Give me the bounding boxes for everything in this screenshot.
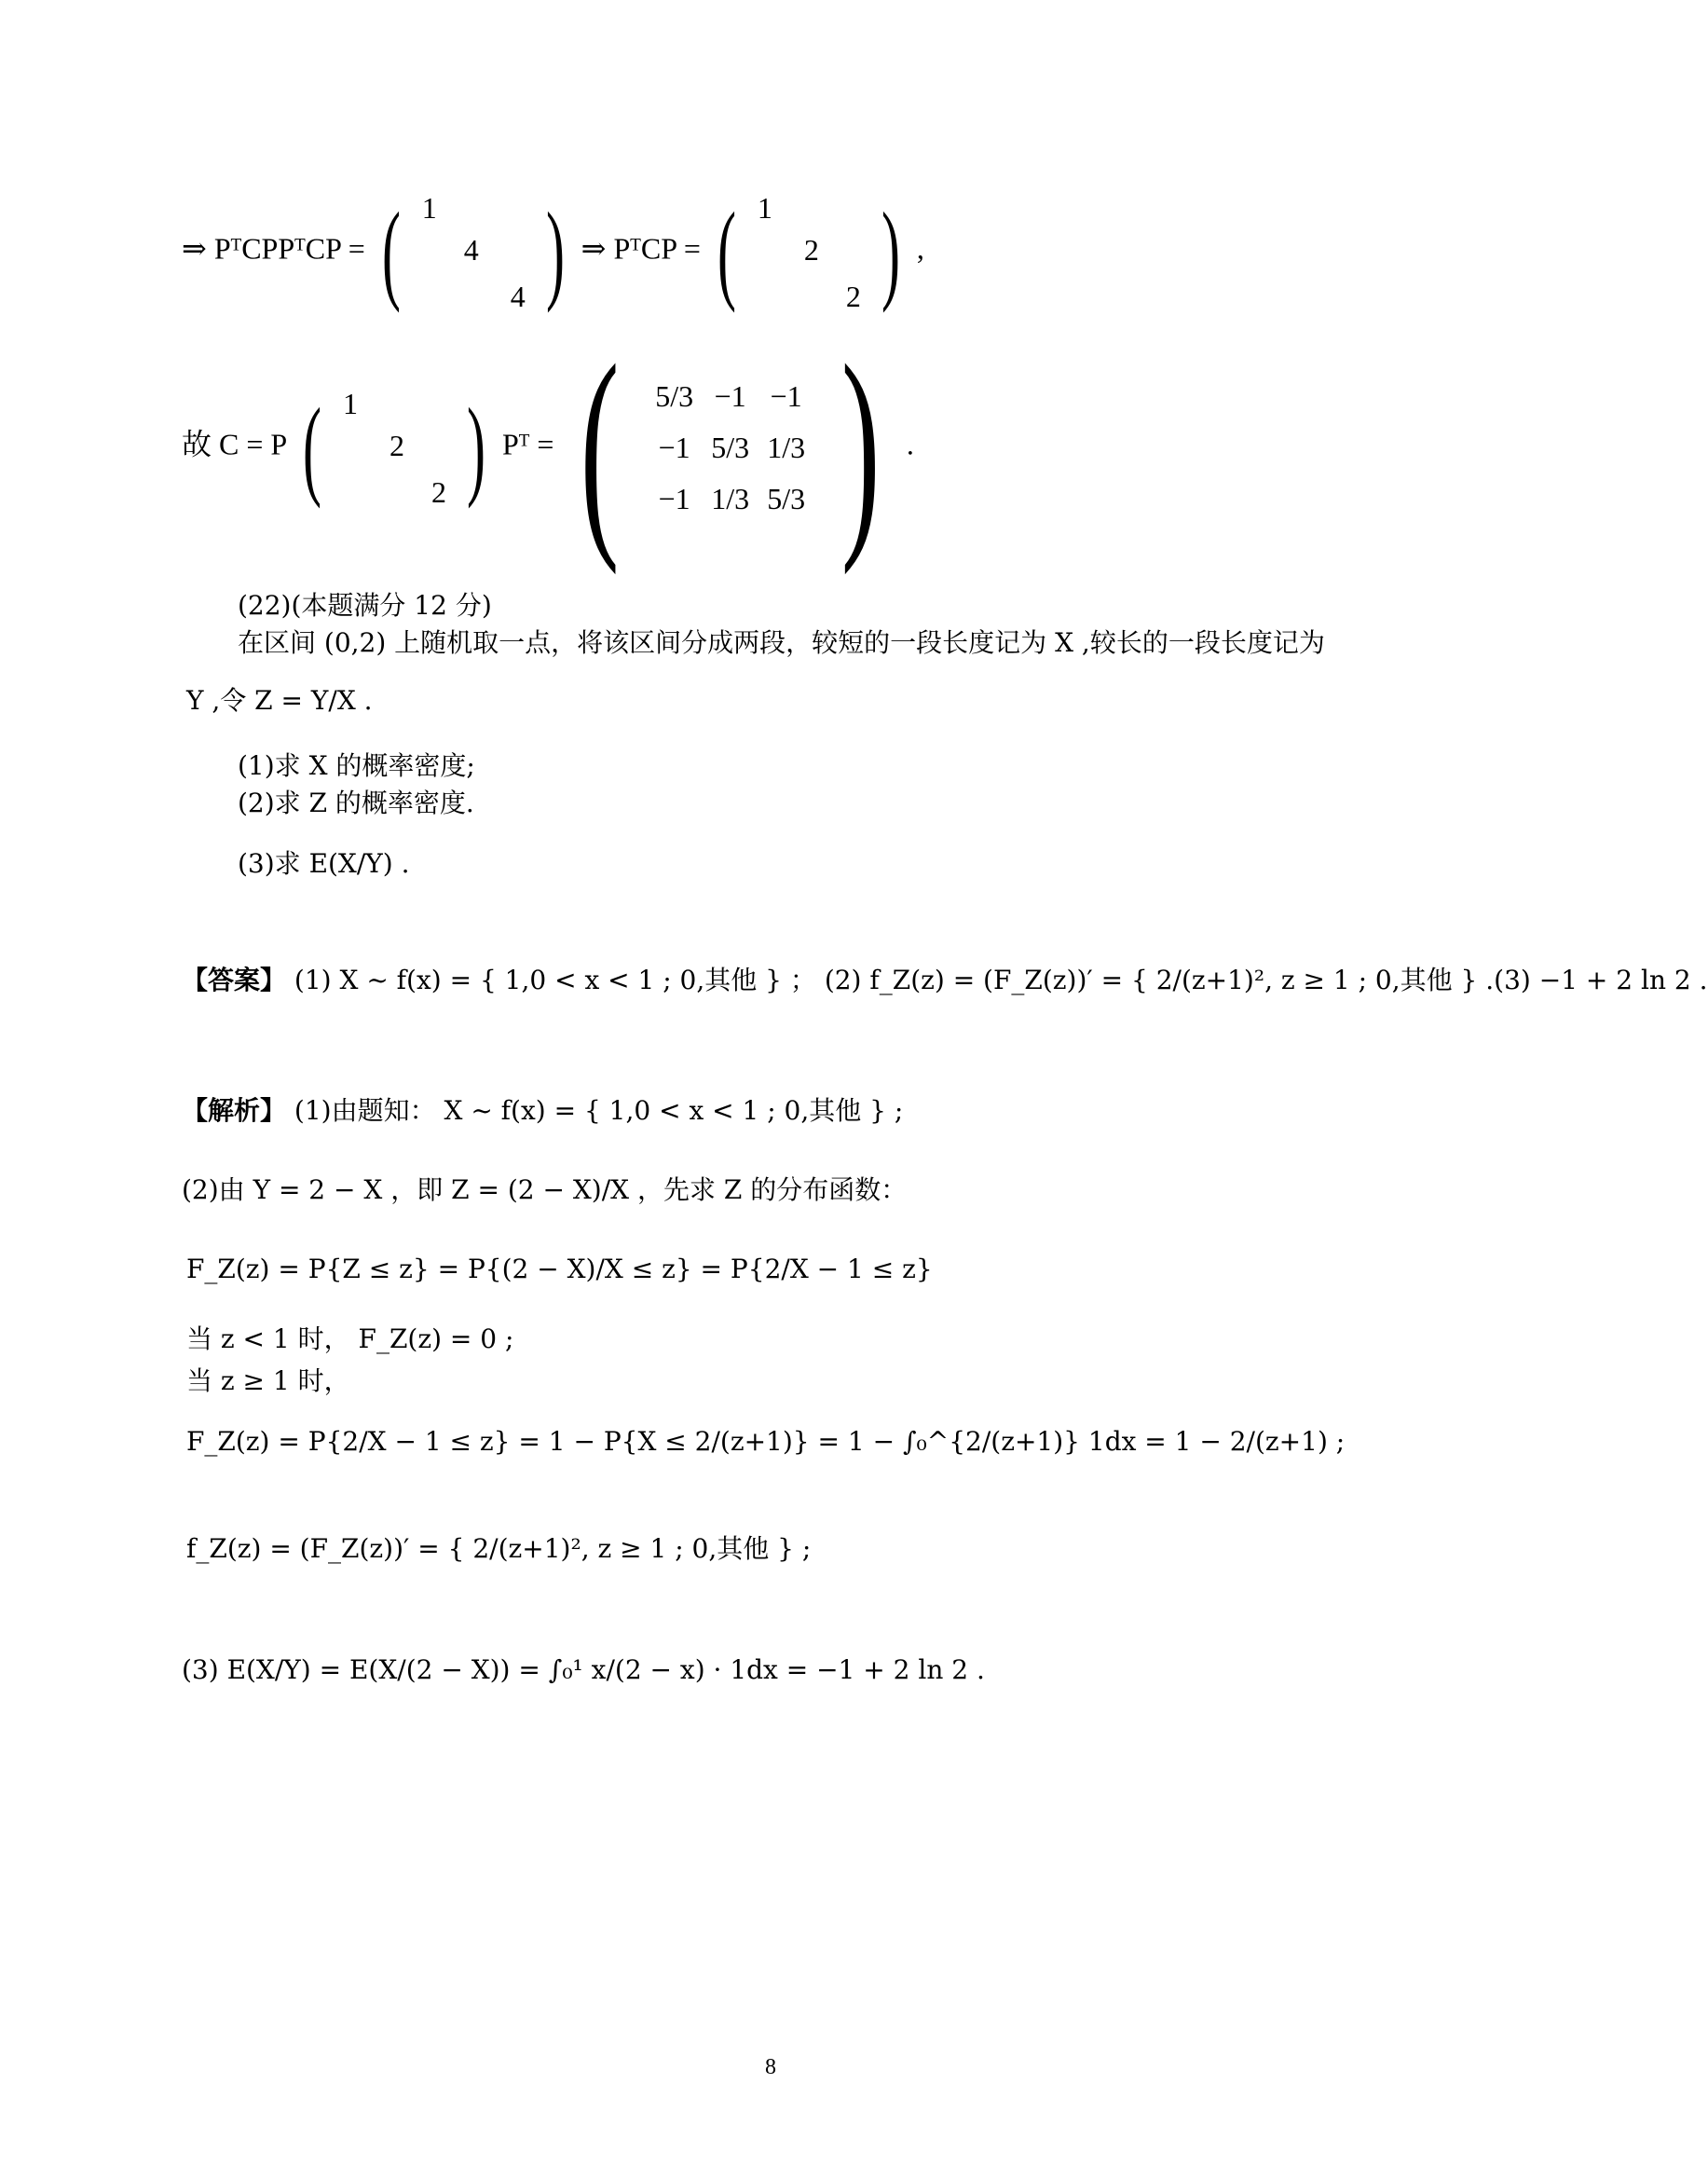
matrix-3-entry: 2 — [430, 475, 446, 509]
matrix-1-entry: 4 — [463, 233, 479, 267]
matrix-3 — [338, 387, 450, 508]
question-3: (3)求 E(X/Y) . — [238, 848, 410, 879]
right-paren: ) — [545, 189, 565, 313]
matrix-eq1-mid: ⇒ PᵀCP = — [581, 231, 701, 266]
analysis-step-4: 当 z < 1 时， F_Z(z) = 0 ; — [186, 1323, 514, 1354]
matrix-eq2-prefix: 故 C = P — [182, 427, 287, 461]
right-paren: ) — [881, 189, 900, 313]
left-paren: ( — [381, 189, 401, 313]
left-paren: ( — [303, 385, 321, 509]
matrix-4-entry: 1/3 — [767, 430, 806, 464]
analysis-step-5: 当 z ≥ 1 时， — [186, 1365, 350, 1396]
analysis-step-2: (2)由 Y = 2 − X ，即 Z = (2 − X)/X ，先求 Z 的分布函数： — [182, 1174, 908, 1205]
question-1: (1)求 X 的概率密度; — [238, 750, 475, 781]
analysis-step-8: (3) E(X/Y) = E(X/(2 − X)) = ∫₀¹ x/(2 − x) · 1dx = −1 + 2 ln 2 . — [182, 1654, 985, 1685]
left-paren: ( — [581, 318, 620, 576]
matrix-eq2-mid: Pᵀ = — [501, 427, 554, 461]
analysis-step-1: (1)由题知： X ~ f(x) = { 1,0 < x < 1 ; 0,其他 } ; — [294, 1095, 904, 1126]
analysis-step-6: F_Z(z) = P{2/X − 1 ≤ z} = 1 − P{X ≤ 2/(z+1)} = 1 − ∫₀^{2/(z+1)} 1dx = 1 − 2/(z+1) ; — [186, 1426, 1346, 1457]
matrix-4-entry: 5/3 — [711, 430, 750, 464]
matrix-eq1-left: ⇒ PᵀCPPᵀCP = — [182, 231, 365, 266]
matrix-2 — [753, 191, 865, 312]
page-number: 8 — [765, 2055, 776, 2079]
matrix-1-entry: 1 — [421, 191, 437, 225]
matrix-4-entry: −1 — [658, 481, 690, 515]
matrix-1 — [417, 191, 529, 312]
matrix-2-entry: 2 — [845, 280, 861, 313]
matrix-3-entry: 2 — [389, 429, 404, 462]
matrix-4-entry: 5/3 — [655, 378, 694, 413]
left-paren: ( — [717, 189, 736, 313]
right-paren: ) — [466, 385, 485, 509]
matrix-eq1-end: , — [916, 231, 924, 266]
matrix-4-entry: −1 — [658, 430, 690, 464]
answer-part-1: (1) X ~ f(x) = { 1,0 < x < 1 ; 0,其他 } — [294, 965, 782, 995]
answer-part-3: .(3) −1 + 2 ln 2 . — [1485, 965, 1708, 995]
matrix-4 — [647, 379, 814, 516]
matrix-4-entry: −1 — [770, 378, 802, 413]
matrix-2-entry: 1 — [757, 191, 772, 225]
question-2: (2)求 Z 的概率密度. — [238, 788, 474, 818]
analysis-line-1 — [182, 1090, 903, 1128]
analysis-step-7: f_Z(z) = (F_Z(z))′ = { 2/(z+1)², z ≥ 1 ; 0,其他 } ; — [186, 1533, 812, 1564]
analysis-label: 【解析】 — [182, 1095, 287, 1126]
matrix-4-entry: 5/3 — [767, 481, 806, 515]
problem-statement-2: Y ,令 Z = Y/X . — [186, 685, 373, 716]
matrix-4-entry: 1/3 — [711, 481, 750, 515]
matrix-equation-1 — [182, 191, 924, 312]
right-paren: ) — [840, 318, 881, 576]
problem-statement-1: 在区间 (0,2) 上随机取一点，将该区间分成两段，较短的一段长度记为 X ,较长的一段长度记为 — [238, 627, 1325, 658]
matrix-4-entry: −1 — [714, 378, 746, 413]
matrix-3-entry: 1 — [342, 387, 358, 420]
answer-line: 【答案】 (1) X ~ f(x) = { 1,0 < x < 1 ; 0,其他 } ； (2) f_Z(z) = (F_Z(z))′ = { 2/(z+1)², z ≥ 1 ; 0,其他 } .(3) −1 + 2 ln 2 . — [182, 965, 1708, 995]
matrix-1-entry: 4 — [510, 280, 526, 313]
matrix-2-entry: 2 — [803, 233, 819, 267]
analysis-step-3: F_Z(z) = P{Z ≤ z} = P{(2 − X)/X ≤ z} = P{2/X − 1 ≤ z} — [186, 1254, 933, 1284]
matrix-eq2-end: . — [906, 427, 914, 461]
matrix-equation-2 — [182, 318, 914, 576]
answer-label: 【答案】 — [182, 965, 287, 995]
answer-part-2: (2) f_Z(z) = (F_Z(z))′ = { 2/(z+1)², z ≥ 1 ; 0,其他 } — [824, 965, 1478, 995]
problem-header: (22)(本题满分 12 分) — [238, 590, 492, 621]
